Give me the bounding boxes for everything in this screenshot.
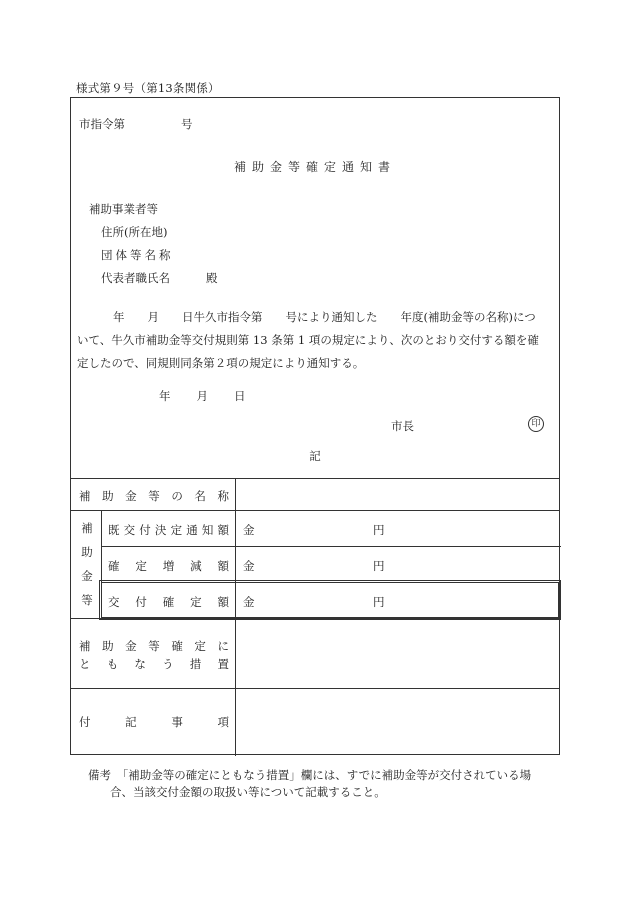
table-rule [101, 546, 561, 547]
label-char: の [171, 489, 183, 503]
notice-body-line: 年 月 日牛久市指令第 号により通知した 年度(補助金等の名称)につ [113, 310, 536, 324]
label-char: 付 [135, 595, 147, 609]
label-char: 補 [81, 521, 93, 535]
currency-mark: 金 [243, 559, 255, 573]
label-char: 交 [108, 595, 120, 609]
document-title: 補助金等確定通知書 [233, 160, 396, 174]
recipient-representative-label: 代表者職氏名 [101, 271, 170, 285]
label-char: 助 [102, 639, 114, 653]
label-char: 金 [125, 489, 137, 503]
notice-body-line: いて、牛久市補助金等交付規則第 13 条第 1 項の規定により、次のとおり交付する額を確 [77, 333, 539, 347]
label-char: 名 [194, 489, 206, 503]
notice-number [79, 116, 193, 132]
label-char: 交 [123, 523, 136, 537]
signer-title: 市長 [391, 419, 414, 433]
label-char: 定 [170, 523, 183, 537]
yen-unit: 円 [373, 595, 385, 609]
row-label-prior-notice [108, 522, 229, 538]
label-char: 付 [79, 715, 91, 729]
yen-unit: 円 [373, 559, 385, 573]
label-char: 事 [171, 715, 183, 729]
recipient-address-label: 住所(所在地) [101, 225, 168, 239]
label-char: 額 [217, 523, 229, 537]
label-char: 記 [125, 715, 137, 729]
label-char: 定 [194, 639, 206, 653]
label-char: 補 [79, 639, 91, 653]
label-char: 減 [190, 559, 202, 573]
label-char: 等 [81, 593, 93, 607]
row-label-adjustment [108, 558, 229, 574]
date-year: 年 [159, 389, 171, 403]
label-char: 等 [148, 489, 160, 503]
label-char: 額 [217, 559, 229, 573]
yen-unit: 円 [373, 523, 385, 537]
date-month: 月 [196, 389, 208, 403]
label-char: に [217, 639, 229, 653]
table-rule [71, 618, 559, 619]
label-char: う [162, 657, 174, 671]
label-char: 措 [189, 657, 202, 671]
record-mark: 記 [309, 449, 321, 463]
label-char: 既 [108, 523, 120, 537]
notice-body [77, 306, 555, 375]
notice-number-prefix: 市指令第 [79, 117, 125, 131]
recipient-organization-label: 団体等名称 [101, 248, 174, 262]
label-char: 助 [81, 545, 93, 559]
label-char: 通 [186, 523, 198, 537]
notice-form-frame [70, 97, 560, 755]
measures-label-line2 [79, 656, 229, 672]
table-rule [71, 688, 559, 689]
label-char: 確 [162, 595, 175, 609]
currency-mark: 金 [243, 595, 255, 609]
recipient-heading: 補助事業者等 [89, 202, 158, 216]
remark-line: 備考 「補助金等の確定にともなう措置」欄には、すでに補助金等が交付されている場 [88, 768, 532, 782]
label-char: 付 [139, 523, 151, 537]
label-char: な [134, 657, 146, 671]
label-char: と [79, 657, 91, 671]
notes-label [79, 714, 229, 730]
notice-body-line: 定したので、同規則同条第２項の規定により通知する。 [77, 356, 365, 370]
label-char: 決 [154, 523, 167, 537]
subsidy-name-label [79, 488, 229, 504]
label-char: 確 [108, 559, 120, 573]
label-char: 定 [135, 559, 147, 573]
label-char: 知 [201, 523, 214, 537]
notice-number-suffix: 号 [181, 117, 193, 131]
issue-date [159, 388, 272, 404]
remark-line: 合、当該交付金額の取扱い等について記載すること。 [110, 785, 386, 799]
label-char: 定 [190, 595, 202, 609]
label-char: 補 [79, 489, 91, 503]
measures-label-line1 [79, 638, 229, 654]
recipient-honorific: 殿 [206, 271, 218, 285]
row-label-final-amount [108, 594, 229, 610]
label-char: も [106, 657, 119, 671]
label-char: 額 [217, 595, 229, 609]
label-char: 称 [217, 489, 229, 503]
currency-mark: 金 [243, 523, 255, 537]
label-char: 置 [217, 657, 229, 671]
label-char: 金 [81, 569, 93, 583]
label-char: 助 [102, 489, 114, 503]
label-char: 増 [162, 559, 175, 573]
table-rule [71, 478, 559, 479]
table-rule [71, 510, 559, 511]
label-char: 等 [148, 639, 160, 653]
label-char: 金 [125, 639, 137, 653]
label-char: 項 [217, 715, 229, 729]
form-number: 様式第９号（第13条関係） [76, 81, 220, 95]
date-day: 日 [234, 389, 246, 403]
seal-mark: 印 [528, 416, 544, 432]
label-char: 確 [171, 639, 183, 653]
remark [88, 767, 531, 801]
subsidy-group-label [81, 516, 93, 612]
